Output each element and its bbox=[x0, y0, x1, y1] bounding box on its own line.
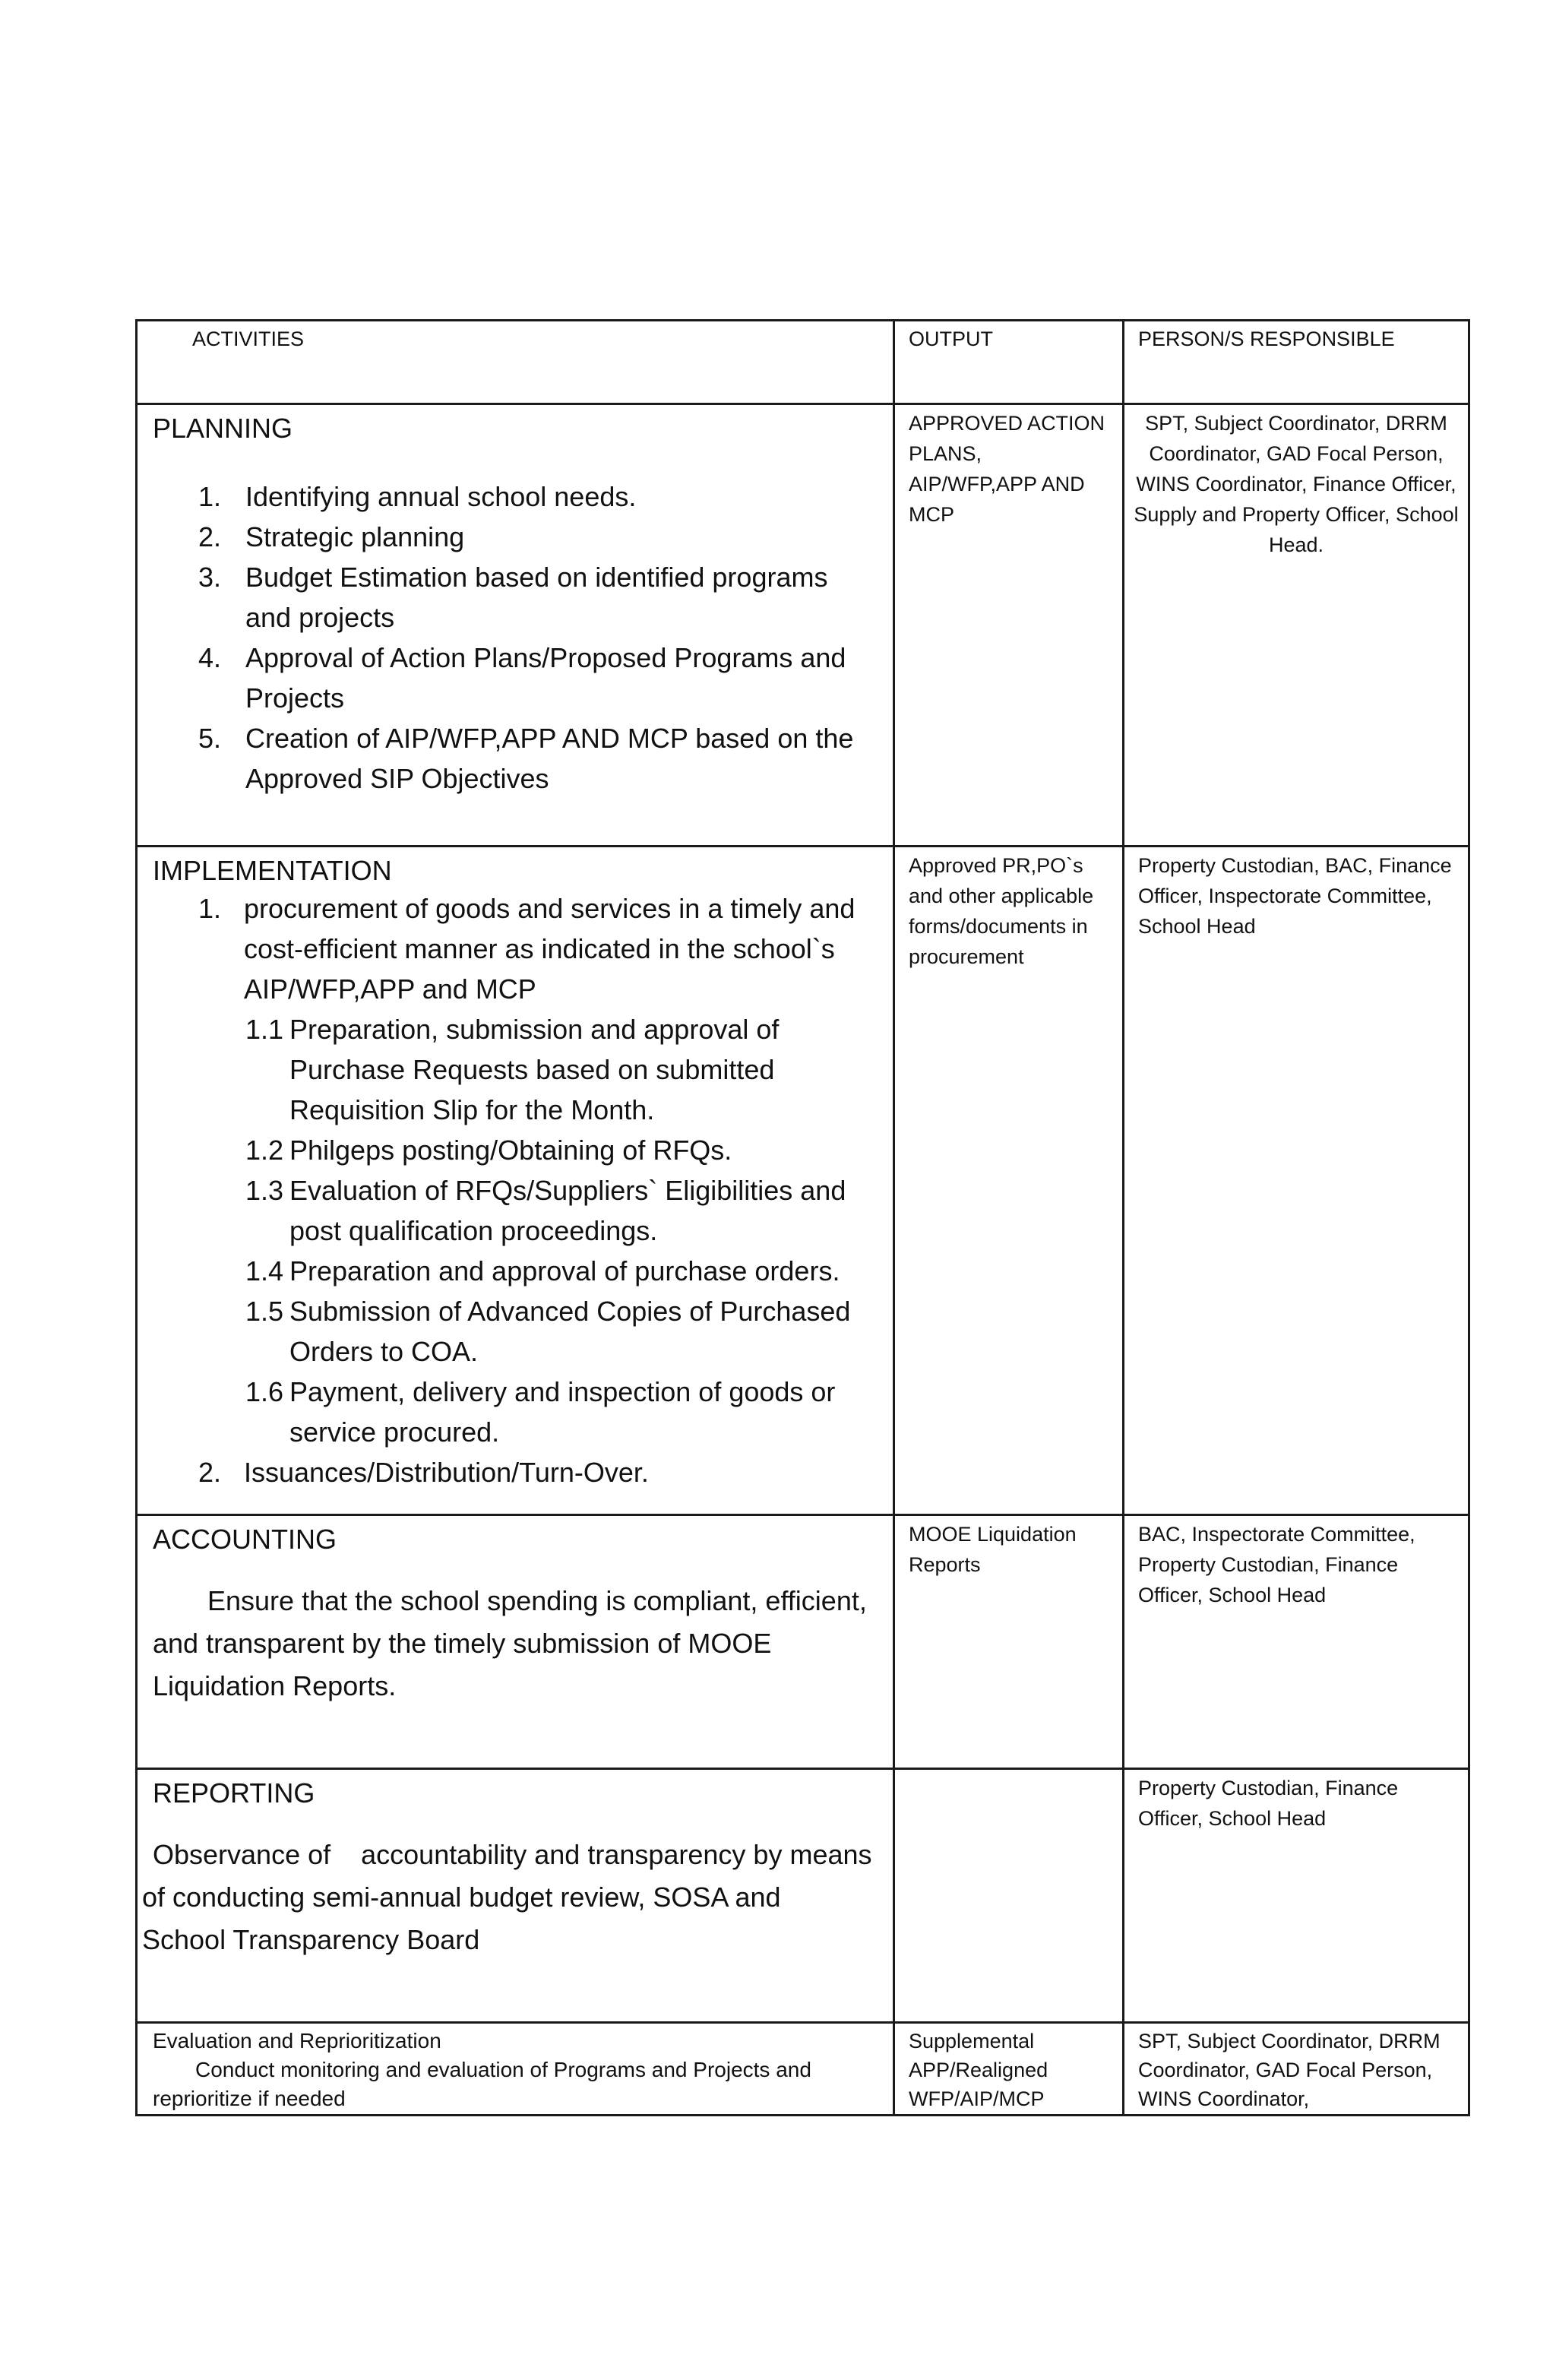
evaluation-line-2: reprioritize if needed bbox=[153, 2087, 346, 2110]
header-responsible-cell bbox=[1124, 321, 1469, 404]
reporting-output-cell bbox=[894, 1769, 1124, 2023]
item-text: Issuances/Distribution/Turn-Over. bbox=[244, 1457, 649, 1488]
accounting-line-3: Liquidation Reports. bbox=[153, 1670, 397, 1701]
implementation-output: Approved PR,PO`s and other applicable forms/documents in procurement bbox=[909, 854, 1094, 968]
item-number: 1. bbox=[198, 481, 222, 512]
item-text: Creation of AIP/WFP,APP AND MCP based on the Approved SIP Objectives bbox=[245, 723, 854, 794]
item-number: 4. bbox=[198, 642, 222, 673]
header-activities-cell bbox=[137, 321, 894, 404]
list-item bbox=[138, 517, 893, 557]
accounting-line-2: and transparent by the timely submission of MOOE bbox=[153, 1628, 772, 1659]
planning-row bbox=[137, 404, 1469, 847]
reporting-responsible: Property Custodian, Finance Officer, School Head bbox=[1138, 1777, 1399, 1830]
header-row bbox=[137, 321, 1469, 404]
reporting-row bbox=[137, 1769, 1469, 2023]
item-number: 1.6 bbox=[245, 1376, 284, 1407]
accounting-row bbox=[137, 1515, 1469, 1769]
implementation-list-2 bbox=[138, 1452, 893, 1492]
implementation-activities-cell bbox=[137, 847, 894, 1515]
item-number: 1.1 bbox=[245, 1014, 284, 1045]
item-number: 1.5 bbox=[245, 1296, 284, 1327]
reporting-line-1: Observance of accountability and transparency by means bbox=[153, 1839, 872, 1870]
implementation-title: IMPLEMENTATION bbox=[153, 855, 392, 886]
evaluation-row bbox=[137, 2023, 1469, 2116]
list-item bbox=[138, 476, 893, 517]
implementation-responsible: Property Custodian, BAC, Finance Officer, Inspectorate Committee, School Head bbox=[1138, 854, 1452, 938]
item-text: Preparation, submission and approval of Purchase Requests based on submitted Requisition Slip for the Month. bbox=[289, 1014, 780, 1125]
item-number: 2. bbox=[198, 1457, 222, 1488]
evaluation-responsible-cell bbox=[1124, 2023, 1469, 2116]
evaluation-activities-cell bbox=[137, 2023, 894, 2116]
header-output: OUTPUT bbox=[909, 328, 993, 350]
reporting-output bbox=[895, 1770, 1122, 1773]
item-text: Evaluation of RFQs/Suppliers` Eligibilities and post qualification proceedings. bbox=[289, 1175, 846, 1246]
header-responsible: PERSON/S RESPONSIBLE bbox=[1138, 328, 1395, 350]
planning-title: PLANNING bbox=[153, 413, 293, 444]
planning-output-cell bbox=[894, 404, 1124, 847]
item-number: 1.3 bbox=[245, 1175, 284, 1206]
item-text: Strategic planning bbox=[245, 521, 465, 552]
item-number: 5. bbox=[198, 723, 222, 754]
evaluation-line-1: Conduct monitoring and evaluation of Programs and Projects and bbox=[195, 2058, 811, 2081]
list-item bbox=[138, 557, 893, 638]
implementation-output-cell bbox=[894, 847, 1124, 1515]
item-text: Payment, delivery and inspection of goods or service procured. bbox=[289, 1376, 836, 1448]
evaluation-title: Evaluation and Reprioritization bbox=[153, 2029, 441, 2052]
list-item bbox=[138, 1291, 893, 1372]
list-item bbox=[138, 1130, 893, 1170]
activities-table bbox=[135, 319, 1470, 2116]
implementation-responsible-cell bbox=[1124, 847, 1469, 1515]
implementation-sublist bbox=[138, 1009, 893, 1452]
item-number: 1.4 bbox=[245, 1255, 284, 1287]
implementation-row bbox=[137, 847, 1469, 1515]
item-text: Approval of Action Plans/Proposed Programs and Projects bbox=[245, 642, 846, 714]
accounting-output-cell bbox=[894, 1515, 1124, 1769]
implementation-list bbox=[138, 888, 893, 1009]
evaluation-responsible: SPT, Subject Coordinator, DRRM Coordinator, GAD Focal Person, WINS Coordinator, bbox=[1138, 2030, 1441, 2110]
planning-output: APPROVED ACTION PLANS, AIP/WFP,APP AND MCP bbox=[909, 412, 1105, 526]
list-item bbox=[138, 1009, 893, 1130]
list-item bbox=[138, 1170, 893, 1251]
accounting-responsible-cell bbox=[1124, 1515, 1469, 1769]
reporting-activities-cell bbox=[137, 1769, 894, 2023]
item-number: 2. bbox=[198, 521, 222, 552]
item-text: procurement of goods and services in a timely and cost-efficient manner as indicated in the school`s AIP/WFP,APP and MCP bbox=[244, 893, 855, 1005]
planning-list bbox=[138, 476, 893, 799]
reporting-title: REPORTING bbox=[153, 1777, 315, 1809]
list-item bbox=[138, 1372, 893, 1452]
list-item bbox=[138, 1452, 893, 1492]
item-number: 1.2 bbox=[245, 1135, 284, 1166]
item-number: 1. bbox=[198, 893, 222, 924]
accounting-activities-cell bbox=[137, 1515, 894, 1769]
planning-activities-cell bbox=[137, 404, 894, 847]
planning-responsible: SPT, Subject Coordinator, DRRM Coordinator, GAD Focal Person, WINS Coordinator, Finance Officer, Supply and Property Officer, School Head. bbox=[1134, 412, 1459, 556]
accounting-output: MOOE Liquidation Reports bbox=[909, 1523, 1077, 1576]
item-text: Identifying annual school needs. bbox=[245, 481, 637, 512]
item-text: Submission of Advanced Copies of Purchased Orders to COA. bbox=[289, 1296, 851, 1367]
item-text: Preparation and approval of purchase orders. bbox=[289, 1255, 840, 1287]
list-item bbox=[138, 888, 893, 1009]
item-number: 3. bbox=[198, 562, 222, 593]
evaluation-output-cell bbox=[894, 2023, 1124, 2116]
list-item bbox=[138, 718, 893, 799]
accounting-line-1: Ensure that the school spending is compliant, efficient, bbox=[207, 1585, 867, 1616]
list-item bbox=[138, 638, 893, 718]
item-text: Budget Estimation based on identified programs and projects bbox=[245, 562, 828, 633]
header-output-cell bbox=[894, 321, 1124, 404]
accounting-title: ACCOUNTING bbox=[153, 1524, 337, 1555]
reporting-line-2: of conducting semi-annual budget review, SOSA and bbox=[142, 1882, 781, 1913]
item-text: Philgeps posting/Obtaining of RFQs. bbox=[289, 1135, 732, 1166]
evaluation-output: Supplemental APP/Realigned WFP/AIP/MCP bbox=[909, 2030, 1048, 2110]
planning-responsible-cell bbox=[1124, 404, 1469, 847]
reporting-line-3: School Transparency Board bbox=[142, 1924, 480, 1955]
list-item bbox=[138, 1251, 893, 1291]
reporting-responsible-cell bbox=[1124, 1769, 1469, 2023]
accounting-responsible: BAC, Inspectorate Committee, Property Custodian, Finance Officer, School Head bbox=[1138, 1523, 1415, 1606]
header-activities: ACTIVITIES bbox=[192, 328, 305, 350]
